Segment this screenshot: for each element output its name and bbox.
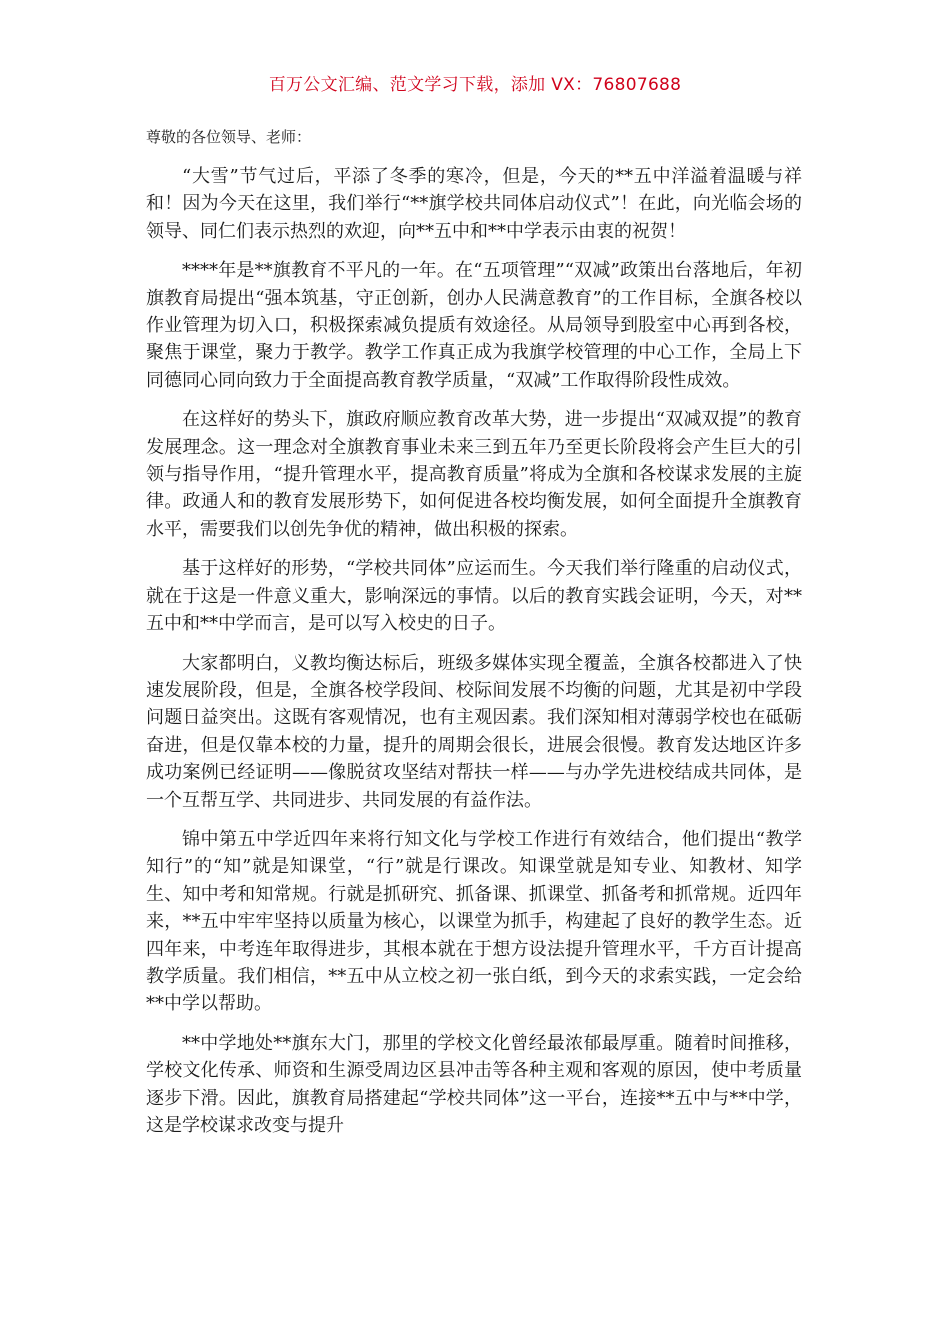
paragraph: ****年是**旗教育不平凡的一年。在“五项管理”“双减”政策出台落地后，年初旗教育局提出“强本筑基，守正创新，创办人民满意教育”的工作目标，全旗各校以作业管理为切入口，积极探索减负提质有效途径。从局领导到股室中心再到各校，聚焦于课堂，聚力于教学。教学工作真正成为我旗学校管理的中心工作，全局上下同德同心同向致力于全面提高教育教学质量，“双减”工作取得阶段性成效。 xyxy=(146,260,802,391)
watermark-header: 百万公文汇编、范文学习下载，添加 VX：76807688 xyxy=(268,75,682,95)
paragraph: 在这样好的势头下，旗政府顺应教育改革大势，进一步提出“双减双提”的教育发展理念。这一理念对全旗教育事业未来三到五年乃至更长阶段将会产生巨大的引领与指导作用，“提升管理水平，提高教育质量”将成为全旗和各校谋求发展的主旋律。政通人和的教育发展形势下，如何促进各校均衡发展，如何全面提升全旗教育水平，需要我们以创先争优的精神，做出积极的探索。 xyxy=(146,409,802,540)
speech-body xyxy=(146,163,802,1151)
salutation: 尊敬的各位领导、老师： xyxy=(146,128,312,146)
paragraph: 锦中第五中学近四年来将行知文化与学校工作进行有效结合，他们提出“教学知行”的“知”就是知课堂，“行”就是行课改。知课堂就是知专业、知教材、知学生、知中考和知常规。行就是抓研究、抓备课、抓课堂、抓备考和抓常规。近四年来，**五中牢牢坚持以质量为核心，以课堂为抓手，构建起了良好的教学生态。近四年来，中考连年取得进步，其根本就在于想方设法提升管理水平，千方百计提高教学质量。我们相信，**五中从立校之初一张白纸，到今天的求索实践，一定会给**中学以帮助。 xyxy=(146,828,802,1015)
paragraph: 基于这样好的形势，“学校共同体”应运而生。今天我们举行隆重的启动仪式，就在于这是一件意义重大，影响深远的事情。以后的教育实践会证明，今天，对**五中和**中学而言，是可以写入校史的日子。 xyxy=(146,558,802,635)
paragraph: “大雪”节气过后，平添了冬季的寒冷，但是，今天的**五中洋溢着温暖与祥和！因为今天在这里，我们举行“**旗学校共同体启动仪式”！在此，向光临会场的领导、同仁们表示热烈的欢迎，向**五中和**中学表示由衷的祝贺！ xyxy=(146,166,802,242)
paragraph: 大家都明白，义教均衡达标后，班级多媒体实现全覆盖，全旗各校都进入了快速发展阶段，但是，全旗各校学段间、校际间发展不均衡的问题，尤其是初中学段问题日益突出。这既有客观情况，也有主观因素。我们深知相对薄弱学校也在砥砺奋进，但是仅靠本校的力量，提升的周期会很长，进展会很慢。教育发达地区许多成功案例已经证明——像脱贫攻坚结对帮扶一样——与办学先进校结成共同体，是一个互帮互学、共同进步、共同发展的有益作法。 xyxy=(146,652,802,811)
paragraph: **中学地处**旗东大门，那里的学校文化曾经最浓郁最厚重。随着时间推移，学校文化传承、师资和生源受周边区县冲击等各种主观和客观的原因，使中考质量逐步下滑。因此，旗教育局搭建起“学校共同体”这一平台，连接**五中与**中学，这是学校谋求改变与提升 xyxy=(146,1032,802,1136)
